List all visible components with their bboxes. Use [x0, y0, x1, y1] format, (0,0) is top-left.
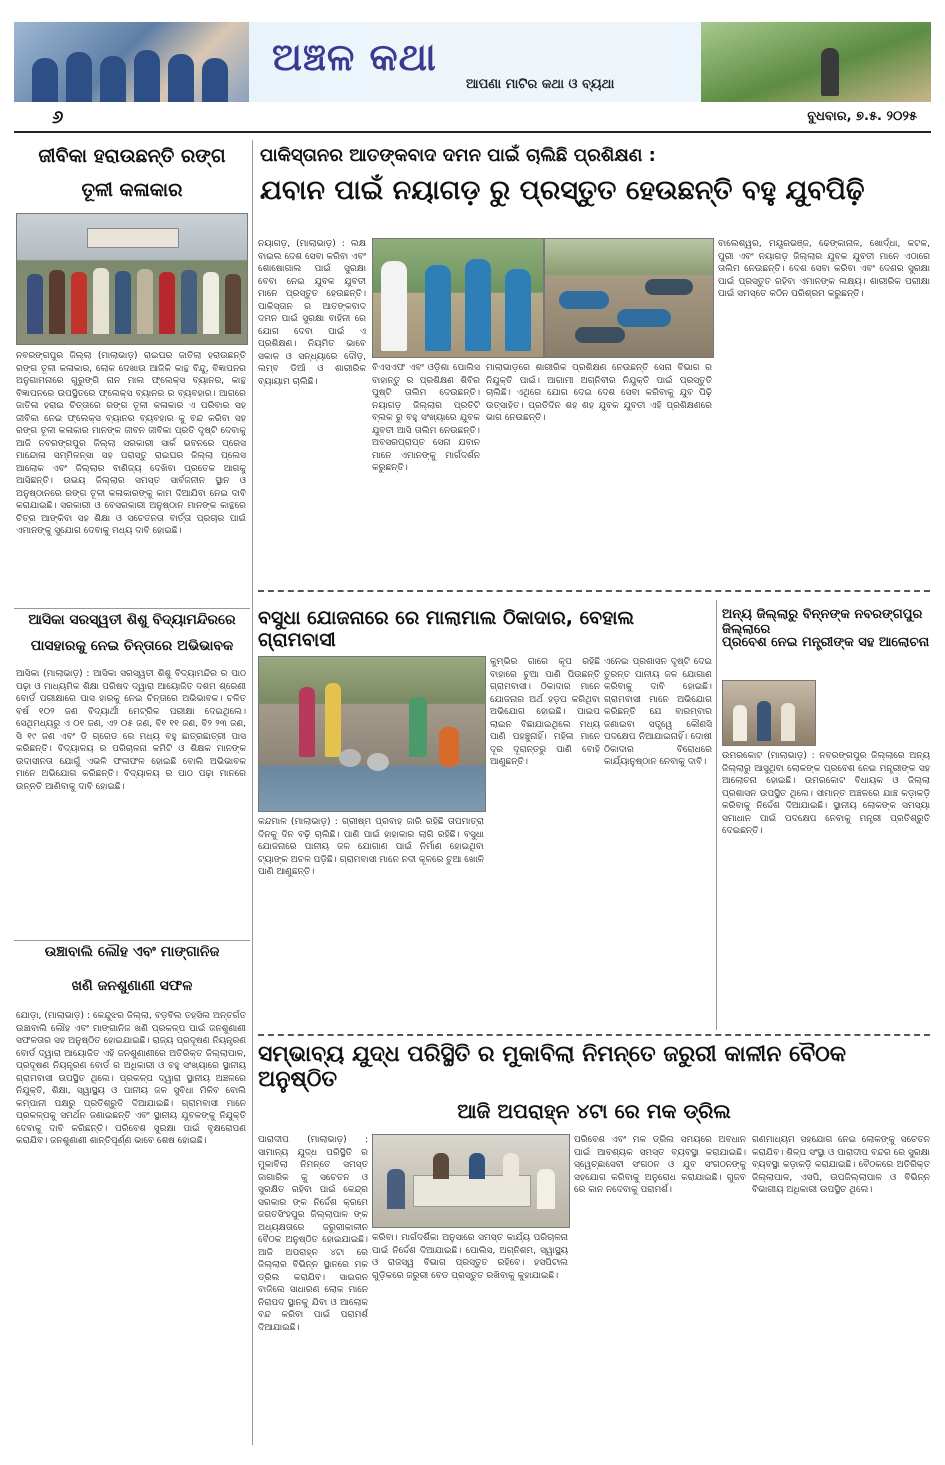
divider: [14, 608, 250, 609]
masthead-tagline: ଆପଣା ମାଟିର କଥା ଓ ବ୍ୟଥା: [466, 77, 615, 92]
vasudha-headline: ବସୁଧା ଯୋଜନାରେ ରେ ମାଲାମାଲ ଠିକାଦାର, ବେହାଲ ଗ୍ରାମବାସୀ: [258, 607, 635, 651]
pakistan-headline: ଯବାନ ପାଇଁ ନୟାଗଡ଼ ରୁ ପ୍ରସ୍ତୁତ ହେଉଛନ୍ତି ବହୁ ଯୁବପିଢ଼ି: [260, 175, 865, 206]
minister-meeting-photo: [722, 680, 816, 746]
war-body-4: ଗଣମାଧ୍ୟମ ସହଯୋଗ ନେଇ ଲୋକଙ୍କୁ ସଚେତନ କରାଯିବ। ଶିଳ୍ପ ସଂସ୍ଥା ଓ ପାରାଦୀପ ବନ୍ଦର ରେ ସୁରକ୍ଷା ବ୍ୟବସ୍ଥା କଡ଼ାକଡ଼ି କରାଯାଇଛି। ବୈଠକରେ ଅତିରିକ୍ତ ଜିଲ୍ଲାପାଳ, ଏସପି, ଉପଜିଲ୍ଲାପାଳ ଓ ବିଭିନ୍ନ ବିଭାଗୀୟ ଅଧିକାରୀ ଉପସ୍ଥିତ ଥିଲେ।: [752, 1135, 930, 1195]
issue-date: ବୁଧବାର, ୭.୫. ୨୦୨୫: [807, 109, 917, 124]
artisans-body: ନବରଙ୍ଗପୁର ଜିଲ୍ଲା (ମାଲାଭାଡ଼) ରାଇଘର ଜାତିଲା ହରାଉଛନ୍ତି ରଙ୍ଗ ତୂଳୀ କଳାକାର, ଲୋକ ଦେଖାଉ ଆଜିକି କାନ୍ଥ ବିନ୍ଦୁ, ବିଜ୍ଞାପନର ଅନୁଗାମନାରେ ଗୁରୁଙ୍ଗି ନାନ ମାଲ ଫ୍ଲେକ୍ସ ବ୍ୟାନର, କାନ୍ଥ ବିଜ୍ଞାପନରେ ଉପସ୍ଥିତରେ ଫ୍ଲେକ୍ସ ବ୍ୟାନର ର ବ୍ୟବହାର। ଆଗରେ ଜାତିଳା ହରାଇ ଚିତ୍ତାରେ ରଙ୍ଗ ତୂଳୀ କଳାକାର ଏ ପରିବାର ସହ ଜୀବିକା ନେଇ ଫ୍ଲେକ୍ସ ବ୍ୟାନର ବ୍ୟବହାର କୁ ବନ୍ଦ କରିବା ସହ ରଙ୍ଗ ତୂଳୀ କଳାକାର ମାନଙ୍କ ଜୀବନ ଜୀବିକା ପ୍ରତି ଦୃଷ୍ଟି ଦେବାକୁ ଆଜି ନବରଙ୍ଗପୁର ଜିଲ୍ଲା ସରକାରୀ ସାର୍କ ଭବନରେ ପ୍ରେସ ମାନ୍ଦୋଳା ସମ୍ମିଳନ୍ସା ସହ ପରାସ୍ତୁ ରାଇଘର ଜିଲ୍ଲା ପ୍ଲେସ ଆଲୋକ ଏବଂ ଜିଲ୍ଲାର ବାଣିଜ୍ୟ ଦେଖିବା ପ୍ରତେକ ଆଗକୁ ଆସିଛନ୍ତି। ଉଭୟ ଜିଲ୍ଲାର ସମସ୍ତ ସାର୍ବଜନୀନ ସ୍ଥାନ ଓ ଅନୁଷ୍ଠାନରେ ରଙ୍ଗ ତୂଳୀ କଳାକାରଙ୍କୁ କାମ ଦିଆଯିବା ନେଇ ଦାବି କରାଯାଇଛି। ସରକାରୀ ଓ ବେସରକାରୀ ଅନୁଷ୍ଠାନ ମାନଙ୍କ କାନ୍ଥରେ ଚିତ୍ର ଆଙ୍କିବା ସହ ଶିକ୍ଷା ଓ ସଚେତନତା ବାର୍ତ୍ତା ପ୍ରଚାର ପାଇଁ ଏମାନଙ୍କୁ ସୁଯୋଗ ଦେବାକୁ ମଧ୍ୟ ଦାବି ହୋଇଛି।: [16, 351, 246, 536]
school-headline-2: ପାସହାରକୁ ନେଇ ଚିନ୍ତାରେ ଅଭିଭାବକ: [30, 638, 234, 654]
school-body: ଆସିକା (ମାଲାଭାଡ଼) : ଆସିକା ସରସ୍ୱତୀ ଶିଶୁ ବିଦ୍ୟାମନ୍ଦିର ର ପାଠ ପଢ଼ା ଓ ମାଧ୍ୟମିକ ଶିକ୍ଷା ପରିଷଦ ଦ୍ୱାରା ଆୟୋଜିତ ଦଶମ ଶ୍ରେଣୀ ବୋର୍ଡ ପରୀକ୍ଷାରେ ପାସ ହାରକୁ ନେଇ ଚିନ୍ତାରେ ଅଭିଭାବକ। ଚଳିତ ବର୍ଷ ୧୦୨ ଜଣ ବିଦ୍ୟାର୍ଥୀ ମେଟ୍ରିକ ପରୀକ୍ଷା ଦେଇଥିଲେ। ସେଥିମଧ୍ୟରୁ ଏ ୦୧ ଜଣ, ଏ୨ ୦୫ ଜଣ, ବି୧ ୧୧ ଜଣ, ବି୨ ୨୩ ଜଣ, ସି ୧୯ ଜଣ ଏବଂ ଡି ଗ୍ରେଡ ରେ ମଧ୍ୟ ବହୁ ଛାତ୍ରଛାତ୍ରୀ ପାସ କରିଛନ୍ତି। ବିଦ୍ୟାଳୟ ର ପରିଚାଳନା କମିଟି ଓ ଶିକ୍ଷକ ମାନଙ୍କ ଉଦାସୀନତା ଯୋଗୁଁ ଏଭଳି ଫଳାଫଳ ହୋଇଛି ବୋଲି ଅଭିଭାବକ ମାନେ ଅଭିଯୋଗ କରିଛନ୍ତି। ବିଦ୍ୟାଳୟ ର ପାଠ ପଢ଼ା ମାନରେ ଉନ୍ନତି ଆଣିବାକୁ ଦାବି ହୋଇଛି।: [16, 669, 246, 792]
section-divider: [258, 1034, 930, 1036]
section-divider: [258, 590, 930, 592]
training-run-photo: [372, 238, 544, 358]
war-headline-1: ସମ୍ଭାବ୍ୟ ଯୁଦ୍ଧ ପରିସ୍ଥିତି ର ମୁକାବିଲା ନିମନ୍ତେ ଜରୁରୀ କାଳୀନ ବୈଠକ ଅନୁଷ୍ଠିତ: [258, 1042, 847, 1093]
border-headline-2: ପ୍ରବେଶ ନେଇ ମନ୍ତ୍ରୀଙ୍କ ସହ ଆଲୋଚନା: [722, 635, 930, 650]
column-divider: [716, 600, 717, 1030]
artisans-headline-2: ତୂଳୀ କଳାକାର: [81, 179, 183, 201]
training-crawl-photo: [544, 238, 714, 358]
masthead-photo-field: [701, 22, 931, 102]
war-body-1: ପାରାଦୀପ (ମାଲାଭାଡ଼) : ସାମାନ୍ୟ ଯୁଦ୍ଧ ପରିସ୍ଥିତି ର ମୁକାବିଲା ନିମନ୍ତେ ସମସ୍ତ ଜାଗାରିକ କୁ ସଚେତନ ଓ ସୁରକ୍ଷିତ ରହିବା ପାଇଁ କେନ୍ଦ୍ର ସରକାର ଙ୍କ ନିର୍ଦ୍ଦେଶ କ୍ରମେ ଜଗତସିଂହପୁର ଜିଲ୍ଲାପାଳ ଙ୍କ ଅଧ୍ୟକ୍ଷତାରେ ଜରୁରୀକାଳୀନ ବୈଠକ ଅନୁଷ୍ଠିତ ହୋଇଯାଇଛି। ଆଜି ଅପରାହ୍ନ ୪ଟା ରେ ଜିଲ୍ଲାର ବିଭିନ୍ନ ସ୍ଥାନରେ ମକ ଡ୍ରିଲ କରାଯିବ। ସାଇରନ ବାଜିଲେ ସାଧାରଣ ଲୋକ ମାନେ ନିରାପଦ ସ୍ଥାନକୁ ଯିବା ଓ ଆଲୋକ ବନ୍ଦ କରିବା ପାଇଁ ପରାମର୍ଶ ଦିଆଯାଇଛି।: [258, 1135, 368, 1333]
artisans-headline-1: ଜୀବିକା ହରାଉଛନ୍ତି ରଙ୍ଗ: [38, 145, 226, 167]
border-body: ଉମରକୋଟ (ମାଲାଭାଡ଼) : ନବରଙ୍ଗପୁର ଜିଲ୍ଲାରେ ଅନ୍ୟ ଜିଲ୍ଲାରୁ ଆସୁଥିବା ଲୋକଙ୍କ ପ୍ରବେଶ ନେଇ ମନ୍ତ୍ରୀଙ୍କ ସହ ଆଲୋଚନା ହୋଇଛି। ଉମରକୋଟ ବିଧାୟକ ଓ ଜିଲ୍ଲା ପ୍ରଶାସନ ଉପସ୍ଥିତ ଥିଲେ। ସୀମାନ୍ତ ଅଞ୍ଚଳରେ ଯାଞ୍ଚ କଡ଼ାକଡ଼ି କରିବାକୁ ନିର୍ଦ୍ଦେଶ ଦିଆଯାଇଛି। ସ୍ଥାନୀୟ ଲୋକଙ୍କ ସମସ୍ୟା ସମାଧାନ ପାଇଁ ପଦକ୍ଷେପ ନେବାକୁ ମନ୍ତ୍ରୀ ପ୍ରତିଶ୍ରୁତି ଦେଇଛନ୍ତି।: [722, 751, 930, 836]
pakistan-body-2: ବିଏସଏଫ ଏବଂ ଓଡ଼ିଶା ପୋଲିସ ବାହାନ୍ତୁ ର ପ୍ରଶିକ୍ଷଣ ଶିବିର ପୁଷ୍ଟି ତାଲିମ ଦେଉଛନ୍ତି। ନୟାଗଡ଼ ଜିଲ୍ଲାର ପ୍ରତିଟି ବ୍ଲକ ରୁ ବହୁ ସଂଖ୍ୟାରେ ଯୁବକ ଯୁବତୀ ଆସି ତାଲିମ ନେଉଛନ୍ତି। ଅବସରପ୍ରାପ୍ତ ସେନା ଯବାନ ମାନେ ଏମାନଙ୍କୁ ମାର୍ଗଦର୍ଶନ କରୁଛନ୍ତି।: [372, 363, 480, 473]
school-headline-1: ଆସିକା ସରସ୍ୱତୀ ଶିଶୁ ବିଦ୍ୟାମନ୍ଦିରରେ: [28, 612, 236, 628]
pakistan-body-3: ମାଲାଭାଡ଼ରେ ଶାରୀରିକ ପ୍ରଶିକ୍ଷଣ ନେଉଛନ୍ତି ସେନା ବିଭାଗ ର ନିଯୁକ୍ତି ପାଇଁ। ଆଗାମୀ ଅଗ୍ନିବୀର ନିଯୁକ୍ତି ପାଇଁ ପ୍ରସ୍ତୁତି ଚାଲିଛି। ଏଥିରେ ଯୋଗ ଦେଇ ଦେଶ ସେବା କରିବାକୁ ଯୁବ ପିଢ଼ି ଉତ୍ସାହିତ। ପ୍ରତିଦିନ ଶହ ଶହ ଯୁବକ ଯୁବତୀ ଏହି ପ୍ରଶିକ୍ଷଣରେ ଭାଗ ନେଉଛନ୍ତି।: [486, 363, 712, 423]
masthead-title: ଅଞ୍ଚଳ କଥା: [272, 34, 437, 79]
border-headline-1: ଅନ୍ୟ ଜିଲ୍ଲାରୁ ବିନ୍ନଙ୍କ ନବରଙ୍ଗପୁର ଜିଲ୍ଲାରେ: [722, 607, 923, 637]
war-body-3: ପରିବେଶ ଏବଂ ମକ ଡ୍ରିଲ ସମୟରେ ଅବଧାନ ପାଇଁ ଆବଶ୍ୟକ ସମସ୍ତ ବ୍ୟବସ୍ଥା କରାଯାଇଛି। ସ୍ୱେଚ୍ଛାସେବୀ ସଂଗଠନ ଓ ଯୁବ ସଂଗଠନଙ୍କୁ ସହଯୋଗ କରିବାକୁ ଅନୁରୋଧ କରାଯାଇଛି। ଗୁଜବ ରେ କାନ ନଦେବାକୁ ପରାମର୍ଶ।: [574, 1135, 746, 1195]
mining-headline-2: ଖଣି ଜନଶୁଣାଣୀ ସଫଳ: [71, 978, 193, 994]
pakistan-kicker: ପାକିସ୍ତାନର ଆତଙ୍କବାଦ ଦମନ ପାଇଁ ଚାଲିଛି ପ୍ରଶିକ୍ଷଣ :: [260, 145, 656, 166]
vasudha-body-2: କୁମ୍ଭିର ଗାରେ କୂପ ରହିଛି ବାହାରେ ଚୁଆ ପାଣି ପିଉଛନ୍ତି ଗ୍ରାମବାସୀ। ଠିକାଦାର ମାନେ ଯୋଜନାର ଅର୍ଥ ହଡ଼ପ କରିଥିବା ଅଭିଯୋଗ ହୋଇଛି। ପାଇପ ଲାଇନ ବିଛାଯାଇଥିଲେ ମଧ୍ୟ ପାଣି ପହଞ୍ଚୁନାହିଁ। ମହିଳା ମାନେ ଦୂର ଦୂରାନ୍ତରୁ ପାଣି ବୋହି ଆଣୁଛନ୍ତି।: [490, 657, 600, 767]
mining-headline-1: ଉଞ୍ଚାବାଲି ଲୌହ ଏବଂ ମାଙ୍ଗାନିଜ: [44, 944, 220, 960]
pakistan-body-4: ବାଲେଶ୍ୱର, ମୟୂରଭଞ୍ଜ, ଢେଙ୍କାନାଳ, ଖୋର୍ଦ୍ଧା, କଟକ, ପୁରୀ ଏବଂ ନୟାଗଡ଼ ଜିଲ୍ଲାର ଯୁବକ ଯୁବତୀ ମାନେ ଏଠାରେ ତାଲିମ ନେଉଛନ୍ତି। ଦେଶ ସେବା କରିବା ଏବଂ ଦେଶର ସୁରକ୍ଷା ପାଇଁ ପ୍ରସ୍ତୁତ ରହିବା ଏମାନଙ୍କ ଲକ୍ଷ୍ୟ। ଶାରୀରିକ ପରୀକ୍ଷା ପାଇଁ ସମସ୍ତେ କଠିନ ପରିଶ୍ରମ କରୁଛନ୍ତି।: [718, 239, 930, 299]
war-headline-2: ଆଜି ଅପରାହ୍ନ ୪ଟା ରେ ମକ ଡ୍ରିଲ: [457, 1099, 731, 1123]
meeting-room-photo: [372, 1134, 570, 1228]
pakistan-body-1: ନୟାଗଡ଼, (ମାଲାଭାଡ଼) : ଲକ୍ଷ ବାଇଲ ଦେଶ ସେବା କରିବା ଏବଂ ଶୋଷୋଗାଲ ପାଇଁ ସୁରକ୍ଷା ବେବା ନେଇ ଯୁବକ ଯୁବତୀ ମାନେ ପ୍ରସ୍ତୁତ ହେଉଛନ୍ତି। ପାକିସ୍ତାନ ର ଆତଙ୍କବାଦ ଦମନ ପାଇଁ ସୁରକ୍ଷା ବାହିନୀ ରେ ଯୋଗ ଦେବା ପାଇଁ ଏ ପ୍ରଶିକ୍ଷଣ। ନିୟମିତ ଭାବେ ସକାଳ ଓ ସନ୍ଧ୍ୟାରେ ଦୌଡ଼, ଲମ୍ବ ଡିଆଁ ଓ ଶାରୀରିକ ବ୍ୟାୟାମ ଚାଲିଛି।: [258, 239, 366, 387]
artisans-group-photo: [16, 213, 248, 345]
page-info-bar: [14, 105, 931, 133]
vasudha-body-1: କନ୍ଦମାଳ (ମାଲାଭାଡ଼) : ଗ୍ରୀଷ୍ମ ପ୍ରବାହ ଜାରି ରହିଛି ତାପମାତ୍ରା ଦିନକୁ ଦିନ ବଢ଼ି ଚାଲିଛି। ପାଣି ପାଇଁ ହାହାକାର ଲାଗି ରହିଛି। ବସୁଧା ଯୋଜନାରେ ପାନୀୟ ଜଳ ଯୋଗାଣ ପାଇଁ ନିର୍ମାଣ ହୋଇଥିବା ଟ୍ୟାଙ୍କ ଅଚଳ ପଡ଼ିଛି। ଗ୍ରାମବାସୀ ମାନେ ନଦୀ କୂଳରେ ଚୁଆ ଖୋଳି ପାଣି ଆଣୁଛନ୍ତି।: [258, 817, 484, 877]
vasudha-body-3: ଏନେଇ ପ୍ରଶାସନ ଦୃଷ୍ଟି ଦେଇ ତୁରନ୍ତ ପାନୀୟ ଜଳ ଯୋଗାଣ କରିବାକୁ ଦାବି ହୋଇଛି। ଗ୍ରାମବାସୀ ମାନେ ଅଭିଯୋଗ କରିଛନ୍ତି ଯେ ବାରମ୍ବାର ଜଣାଇବା ସତ୍ତ୍ୱେ କୌଣସି ପଦକ୍ଷେପ ନିଆଯାଇନାହିଁ। ଦୋଷୀ ଠିକାଦାର ବିରୋଧରେ କାର୍ଯ୍ୟାନୁଷ୍ଠାନ ନେବାକୁ ଦାବି।: [604, 657, 712, 767]
villagers-water-photo: [258, 656, 486, 812]
masthead-photo-students: [14, 22, 249, 102]
divider: [14, 940, 250, 941]
war-body-2: କରିବା। ମାର୍ଗଦର୍ଶିକା ଅନୁସାରେ ସମସ୍ତ କାର୍ଯ୍ୟ ପରିଚାଳନା ପାଇଁ ନିର୍ଦ୍ଦେଶ ଦିଆଯାଇଛି। ପୋଲିସ, ଅଗ୍ନିଶମ, ସ୍ୱାସ୍ଥ୍ୟ ଓ ରାଜସ୍ୱ ବିଭାଗ ପ୍ରସ୍ତୁତ ରହିବେ। ହସପିଟାଲ ଗୁଡ଼ିକରେ ଜରୁରୀ ବେଡ ପ୍ରସ୍ତୁତ ରଖିବାକୁ କୁହାଯାଇଛି।: [372, 1233, 568, 1281]
mining-body: ଯୋଡ଼ା, (ମାଲାଭାଡ଼) : କେନ୍ଦୁଝର ଜିଲ୍ଲା, ବଡ଼ବିଲ ତହସିଲ ଅନ୍ତର୍ଗତ ଉଞ୍ଚାବାଲି ଲୌହ ଏବଂ ମାଙ୍ଗାନିଜ ଖଣି ପ୍ରକଳ୍ପ ପାଇଁ ଜନଶୁଣାଣୀ ସଫଳତାର ସହ ଅନୁଷ୍ଠିତ ହୋଇଯାଇଛି। ରାଜ୍ୟ ପ୍ରଦୂଷଣ ନିୟନ୍ତ୍ରଣ ବୋର୍ଡ ଦ୍ୱାରା ଆୟୋଜିତ ଏହି ଜନଶୁଣାଣୀରେ ଅତିରିକ୍ତ ଜିଲ୍ଲାପାଳ, ପ୍ରଦୂଷଣ ନିୟନ୍ତ୍ରଣ ବୋର୍ଡ ର ଅଧିକାରୀ ଓ ବହୁ ସଂଖ୍ୟାରେ ସ୍ଥାନୀୟ ଗ୍ରାମବାସୀ ଉପସ୍ଥିତ ଥିଲେ। ପ୍ରକଳ୍ପ ଦ୍ୱାରା ସ୍ଥାନୀୟ ଅଞ୍ଚଳରେ ନିଯୁକ୍ତି, ଶିକ୍ଷା, ସ୍ୱାସ୍ଥ୍ୟ ଓ ପାନୀୟ ଜଳ ସୁବିଧା ମିଳିବ ବୋଲି କମ୍ପାନୀ ପକ୍ଷରୁ ପ୍ରତିଶ୍ରୁତି ଦିଆଯାଇଛି। ଗ୍ରାମବାସୀ ମାନେ ପ୍ରକଳ୍ପକୁ ସମର୍ଥନ ଜଣାଇଛନ୍ତି ଏବଂ ସ୍ଥାନୀୟ ଯୁବକଙ୍କୁ ନିଯୁକ୍ତି ଦେବାକୁ ଦାବି କରିଛନ୍ତି। ପରିବେଶ ସୁରକ୍ଷା ପାଇଁ ବୃକ୍ଷରୋପଣ କରାଯିବ। ଜନଶୁଣାଣୀ ଶାନ୍ତିପୂର୍ଣ୍ଣ ଭାବେ ଶେଷ ହୋଇଛି।: [16, 1011, 246, 1146]
masthead: [14, 22, 931, 102]
page-number: ୬: [52, 107, 64, 128]
column-divider: [252, 140, 253, 1445]
